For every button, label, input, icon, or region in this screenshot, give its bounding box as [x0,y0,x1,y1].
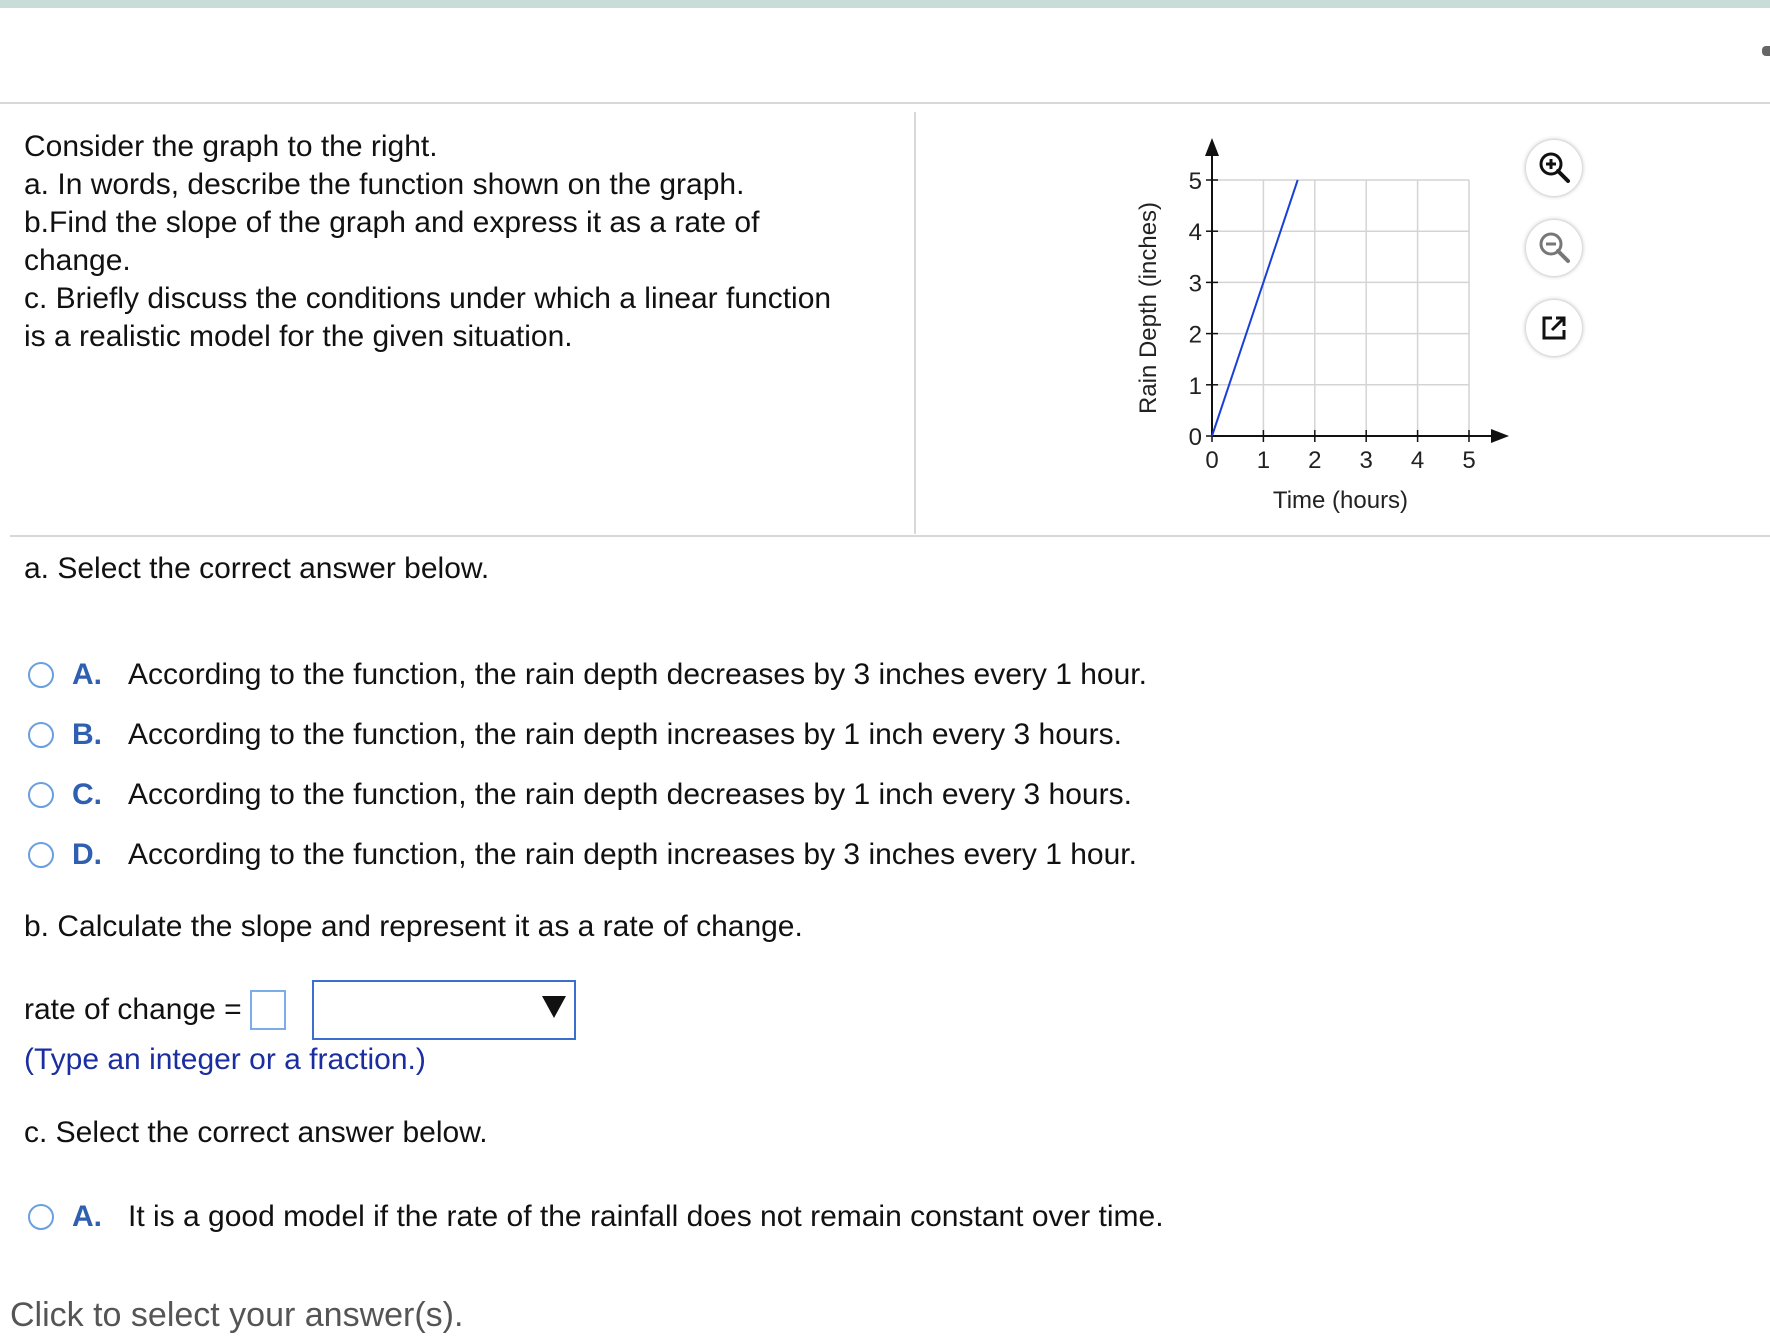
part-c-prompt: c. Select the correct answer below. [24,1116,488,1149]
footer-instruction: Click to select your answer(s). [10,1296,464,1334]
y-tick-label: 4 [1188,219,1202,247]
popout-icon [1536,310,1572,346]
radio-button[interactable] [28,662,54,688]
x-tick-label: 5 [1462,447,1476,474]
part-a-options [28,645,1147,885]
option-letter: A. [72,1200,102,1233]
option-d[interactable] [28,825,1147,885]
question-line: c. Briefly discuss the conditions under which a linear function [24,282,832,315]
rate-label: rate of change = [24,993,242,1026]
popout-button[interactable] [1526,300,1582,356]
header-divider [0,102,1770,104]
option-a[interactable] [28,645,1147,705]
part-b-prompt: b. Calculate the slope and represent it as a rate of change. [24,910,803,943]
question-text [24,128,904,356]
dropdown-arrow-icon [542,996,566,1018]
rate-row [24,980,576,1040]
x-tick-label: 4 [1410,447,1425,474]
option-text: According to the function, the rain depth decreases by 1 inch every 3 hours. [128,778,1132,811]
option-text: According to the function, the rain depth decreases by 3 inches every 1 hour. [128,658,1147,691]
x-tick-label: 2 [1308,447,1322,474]
x-tick-label: 3 [1359,447,1373,474]
x-axis-arrow-icon [1491,429,1509,443]
graph-tools [1526,140,1586,380]
option-c[interactable] [28,765,1147,825]
y-tick-label: 1 [1188,372,1202,400]
radio-button[interactable] [28,1204,54,1230]
input-hint: (Type an integer or a fraction.) [24,1043,426,1076]
vertical-divider [914,112,916,534]
option-letter: A. [72,658,102,691]
option-text: According to the function, the rain depth increases by 1 inch every 3 hours. [128,718,1122,751]
unit-dropdown[interactable] [312,980,576,1040]
question-line: a. In words, describe the function shown on the graph. [24,168,745,201]
question-line: is a realistic model for the given situation. [24,320,573,353]
radio-button[interactable] [28,782,54,808]
zoom-in-button[interactable] [1526,140,1582,196]
top-bar [0,0,1770,8]
y-tick-label: 2 [1188,321,1202,349]
option-letter: D. [72,838,102,871]
option-b[interactable] [28,705,1147,765]
y-tick-label: 0 [1188,424,1202,451]
zoom-out-icon [1536,230,1572,266]
option-c-a[interactable] [28,1200,1164,1234]
question-line: b.Find the slope of the graph and express it as a rate of [24,206,760,239]
rate-input[interactable] [250,990,286,1030]
side-handle[interactable] [1762,40,1770,70]
option-letter: C. [72,778,102,811]
radio-button[interactable] [28,722,54,748]
zoom-out-button[interactable] [1526,220,1582,276]
y-axis-label: Rain Depth (inches) [1135,201,1162,415]
part-a-prompt: a. Select the correct answer below. [24,552,490,585]
question-line: Consider the graph to the right. [24,130,438,163]
x-axis-label: Time (hours) [1272,487,1409,514]
question-line: change. [24,244,131,277]
y-tick-label: 3 [1188,270,1202,298]
series-line [1212,180,1298,436]
zoom-in-icon [1536,150,1572,186]
radio-button[interactable] [28,842,54,868]
rain-depth-graph [1130,130,1530,530]
x-tick-label: 1 [1256,447,1271,474]
x-tick-label: 0 [1205,447,1219,474]
option-letter: B. [72,718,102,751]
section-divider [10,535,1770,537]
option-text: According to the function, the rain depth increases by 3 inches every 1 hour. [128,838,1137,871]
y-axis-arrow-icon [1205,138,1219,156]
option-text: It is a good model if the rate of the rainfall does not remain constant over time. [128,1200,1164,1233]
y-tick-label: 5 [1188,168,1202,195]
